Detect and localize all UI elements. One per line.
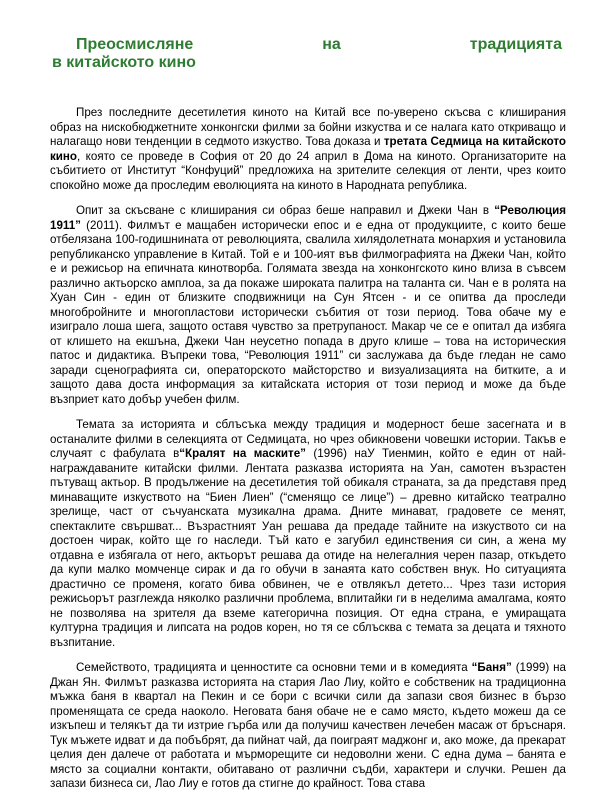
paragraph: [50, 661, 566, 792]
bold-phrase: третата Седмица на китайското кино: [50, 135, 566, 163]
bold-phrase: “Революция 1911”: [50, 204, 566, 232]
paragraph: [50, 204, 566, 407]
bold-phrase: “Кралят на маските”: [179, 447, 306, 460]
title-word: традицията: [469, 36, 562, 53]
text-run: (1999) на Джан Ян. Филмът разказва историята на стария Лао Лиу, който е собственик на традиционна мъжка баня в квартал на Пекин и се бори с всички сили да запази своя бизнес в бързо променящата се среда наоколо. Неговата баня обаче не е само място, където можеш да се изкъпеш и телякът да ти изтрие гърба или да получиш качествен лечебен масаж от бръснаря. Тук мъжете идват и да побъбрят, да пийнат чай, да поиграят маджонг и, ако може, да прекарат целия ден далече от работата и мърморещите си недоволни жени. С една дума – банята е място за социални контакти, обитавано от различни съдби, характери и случки. Решен да запази бизнеса си, Лао Лиу е готов да стигне до крайност. Това става: [50, 661, 566, 790]
title-line-1: [52, 36, 562, 54]
article-body: [50, 106, 566, 803]
text-run: Опит за скъсване с клиширания си образ беше направил и Джеки Чан в: [76, 204, 495, 217]
text-run: През последните десетилетия киното на Китай все по-уверено скъсва с клиширания образ на нискобюджетните хонконгски филми за бойни изкуства и се налага като откриващо и налагащо нови тенденции в седмото изкуство. Това доказа и: [50, 106, 566, 148]
text-run: , която се проведе в София от 20 до 24 април в Дома на киното. Организаторите на събитието от Институт “Конфуций” предложиха на зрителите селекция от ленти, чрез които спокойно може да проследим еволюцията на киното в Народната република.: [50, 149, 566, 192]
text-run: Темата за историята и сблъсъка между традиция и модерност беше засегната и в останалите филми в селекцията от Седмицата, но чрез обикновени човешки истории. Такъв е случаят с фабулата в: [50, 418, 566, 460]
text-run: (2011). Филмът е мащабен исторически епос и е една от продукциите, с които беше отбелязана 100-годишнината от революцията, свалила хилядолетната монархия и установила републиканско управление в Китай. Той е и 100-ият във филмографията на Джеки Чан, който е и режисьор на епичната кинотворба. Голямата звезда на хонконгското кино влиза в съвсем различно актьорско амплоа, за да покаже широката палитра на таланта си. Чан е в ролята на Хуан Син - един от близките сподвижници на Сун Ятсен - и се опитва да проследи многобройните и многопластови исторически събития от този период. Това обаче му е изиграло лоша шега, защото оставя чувство за претрупаност. Макар че се е опитал да избяга от клишето на екшъна, Джеки Чан неусетно попада в друго клише – това на историческия патос и дидактика. Въпреки това, “Революция 1911” си заслужава да бъде гледан не само заради сценографията си, операторското майсторство и визуализацията на битките, а и защото дава доста информация за китайската история от този период и може да бъде възприет като добър учебен филм.: [50, 218, 566, 406]
paragraph: [50, 418, 566, 650]
bold-phrase: “Баня”: [471, 661, 512, 674]
text-run: Семейството, традицията и ценностите са основни теми и в комедията: [76, 661, 472, 674]
title-word: Преосмисляне: [76, 36, 194, 53]
text-run: (1996) наУ Тиенмин, който е един от най-награждаваните китайски филми. Лентата разказва историята на Уан, самотен възрастен пътуващ актьор. В продължение на десетилетия той обикаля страната, за да представя пред минаващите изкуството на “Биен Лиен” (“сменящо се лице”) – древно китайско театрално зрелище, част от съчуанската музикална драма. Дните минават, градовете се менят, спектаклите свършват... Възрастният Уан решава да предаде тайните на изкуството си на достоен чирак, който ще го наследи. Тъй като е загубил единствения си син, а жена му отдавна е избягала от него, актьорът решава да отиде на нелегалния черен пазар, откъдето да купи малко момченце сирак и да го обучи в занаята като собствен внук. Но ситуацията драстично се променя, когато бива обвинен, че е отвлякъл детето... Чрез тази история режисьорът разглежда няколко различни проблема, вплитайки ги в неделима амалгама, която не позволява на зрителя да вземе категорична позиция. От една страна, е умиращата културна традиция и липсата на родов корен, но тя се сблъсква с темата за децата и тяхното възпитание.: [50, 447, 566, 649]
title-line-2: в китайското кино: [52, 54, 196, 71]
paragraph: [50, 106, 566, 193]
article-title: [52, 36, 562, 72]
title-word: на: [322, 36, 341, 53]
